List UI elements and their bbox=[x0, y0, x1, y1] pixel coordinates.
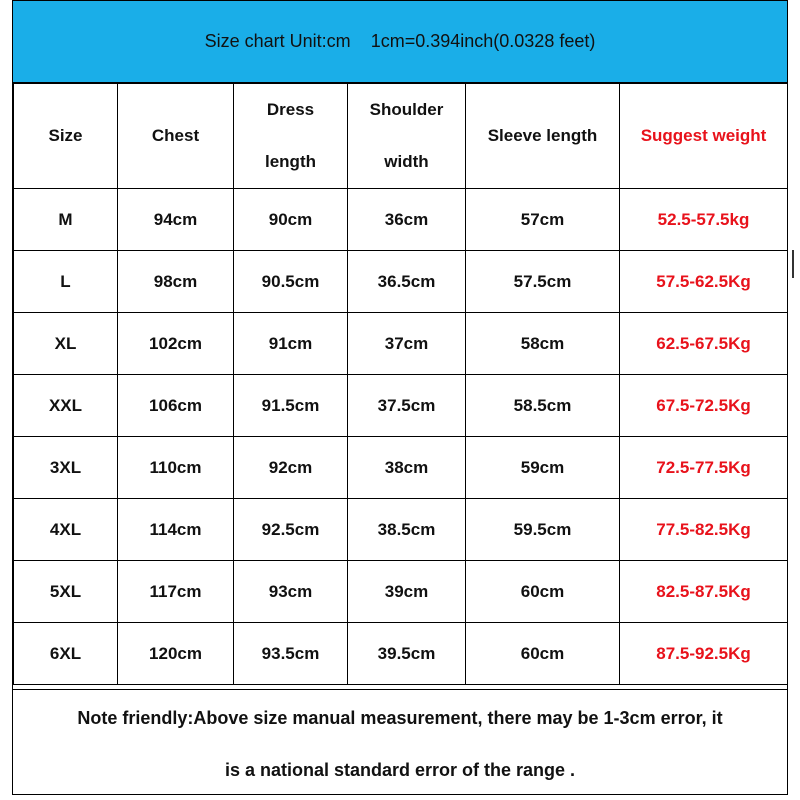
cell-size: 6XL bbox=[14, 623, 118, 685]
cell-sleeve: 57.5cm bbox=[466, 251, 620, 313]
note-text bbox=[13, 689, 787, 794]
size-chart-title bbox=[13, 1, 787, 83]
cell-size: 5XL bbox=[14, 561, 118, 623]
cell-weight: 67.5-72.5Kg bbox=[620, 375, 788, 437]
cell-chest: 120cm bbox=[118, 623, 234, 685]
cell-sleeve: 60cm bbox=[466, 623, 620, 685]
cell-dress: 92cm bbox=[234, 437, 348, 499]
cell-weight: 52.5-57.5kg bbox=[620, 189, 788, 251]
cell-shoulder: 38.5cm bbox=[348, 499, 466, 561]
header-suggest-weight: Suggest weight bbox=[620, 84, 788, 189]
cell-shoulder: 39cm bbox=[348, 561, 466, 623]
cell-sleeve: 59cm bbox=[466, 437, 620, 499]
header-sleeve-length: Sleeve length bbox=[466, 84, 620, 189]
cell-shoulder: 39.5cm bbox=[348, 623, 466, 685]
note-line-2: is a national standard error of the range . bbox=[224, 760, 576, 780]
table-row bbox=[14, 561, 788, 623]
header-row bbox=[14, 84, 788, 189]
cell-size: 3XL bbox=[14, 437, 118, 499]
cell-size: 4XL bbox=[14, 499, 118, 561]
cell-weight: 72.5-77.5Kg bbox=[620, 437, 788, 499]
note-line-1: Note friendly:Above size manual measurement, there may be 1-3cm error, it bbox=[77, 708, 723, 728]
cell-sleeve: 57cm bbox=[466, 189, 620, 251]
cell-sleeve: 58.5cm bbox=[466, 375, 620, 437]
size-table bbox=[13, 83, 788, 685]
cell-dress: 90.5cm bbox=[234, 251, 348, 313]
table-row bbox=[14, 313, 788, 375]
header-chest: Chest bbox=[118, 84, 234, 189]
cell-chest: 114cm bbox=[118, 499, 234, 561]
cell-size: XL bbox=[14, 313, 118, 375]
cell-size: XXL bbox=[14, 375, 118, 437]
header-dress-length: Dress length bbox=[234, 84, 348, 189]
cell-chest: 94cm bbox=[118, 189, 234, 251]
cell-size: M bbox=[14, 189, 118, 251]
cell-weight: 62.5-67.5Kg bbox=[620, 313, 788, 375]
cell-weight: 57.5-62.5Kg bbox=[620, 251, 788, 313]
title-conversion: 1cm=0.394inch(0.0328 feet) bbox=[370, 31, 596, 51]
cell-dress: 90cm bbox=[234, 189, 348, 251]
cell-sleeve: 59.5cm bbox=[466, 499, 620, 561]
cell-chest: 98cm bbox=[118, 251, 234, 313]
table-row bbox=[14, 437, 788, 499]
cell-shoulder: 36cm bbox=[348, 189, 466, 251]
cell-chest: 110cm bbox=[118, 437, 234, 499]
cell-weight: 87.5-92.5Kg bbox=[620, 623, 788, 685]
cell-dress: 91cm bbox=[234, 313, 348, 375]
cell-dress: 91.5cm bbox=[234, 375, 348, 437]
title-unit: Size chart Unit:cm bbox=[204, 31, 351, 51]
cell-chest: 102cm bbox=[118, 313, 234, 375]
header-size: Size bbox=[14, 84, 118, 189]
cell-chest: 106cm bbox=[118, 375, 234, 437]
header-shoulder-width: Shoulder width bbox=[348, 84, 466, 189]
table-row bbox=[14, 499, 788, 561]
cell-sleeve: 58cm bbox=[466, 313, 620, 375]
cell-dress: 93.5cm bbox=[234, 623, 348, 685]
edge-mark bbox=[792, 250, 794, 278]
cell-weight: 82.5-87.5Kg bbox=[620, 561, 788, 623]
table-row bbox=[14, 251, 788, 313]
cell-shoulder: 36.5cm bbox=[348, 251, 466, 313]
cell-size: L bbox=[14, 251, 118, 313]
table-row bbox=[14, 375, 788, 437]
cell-shoulder: 38cm bbox=[348, 437, 466, 499]
cell-dress: 92.5cm bbox=[234, 499, 348, 561]
cell-shoulder: 37cm bbox=[348, 313, 466, 375]
cell-sleeve: 60cm bbox=[466, 561, 620, 623]
cell-weight: 77.5-82.5Kg bbox=[620, 499, 788, 561]
table-row bbox=[14, 189, 788, 251]
table-row bbox=[14, 623, 788, 685]
cell-chest: 117cm bbox=[118, 561, 234, 623]
size-chart bbox=[12, 0, 788, 795]
cell-shoulder: 37.5cm bbox=[348, 375, 466, 437]
cell-dress: 93cm bbox=[234, 561, 348, 623]
